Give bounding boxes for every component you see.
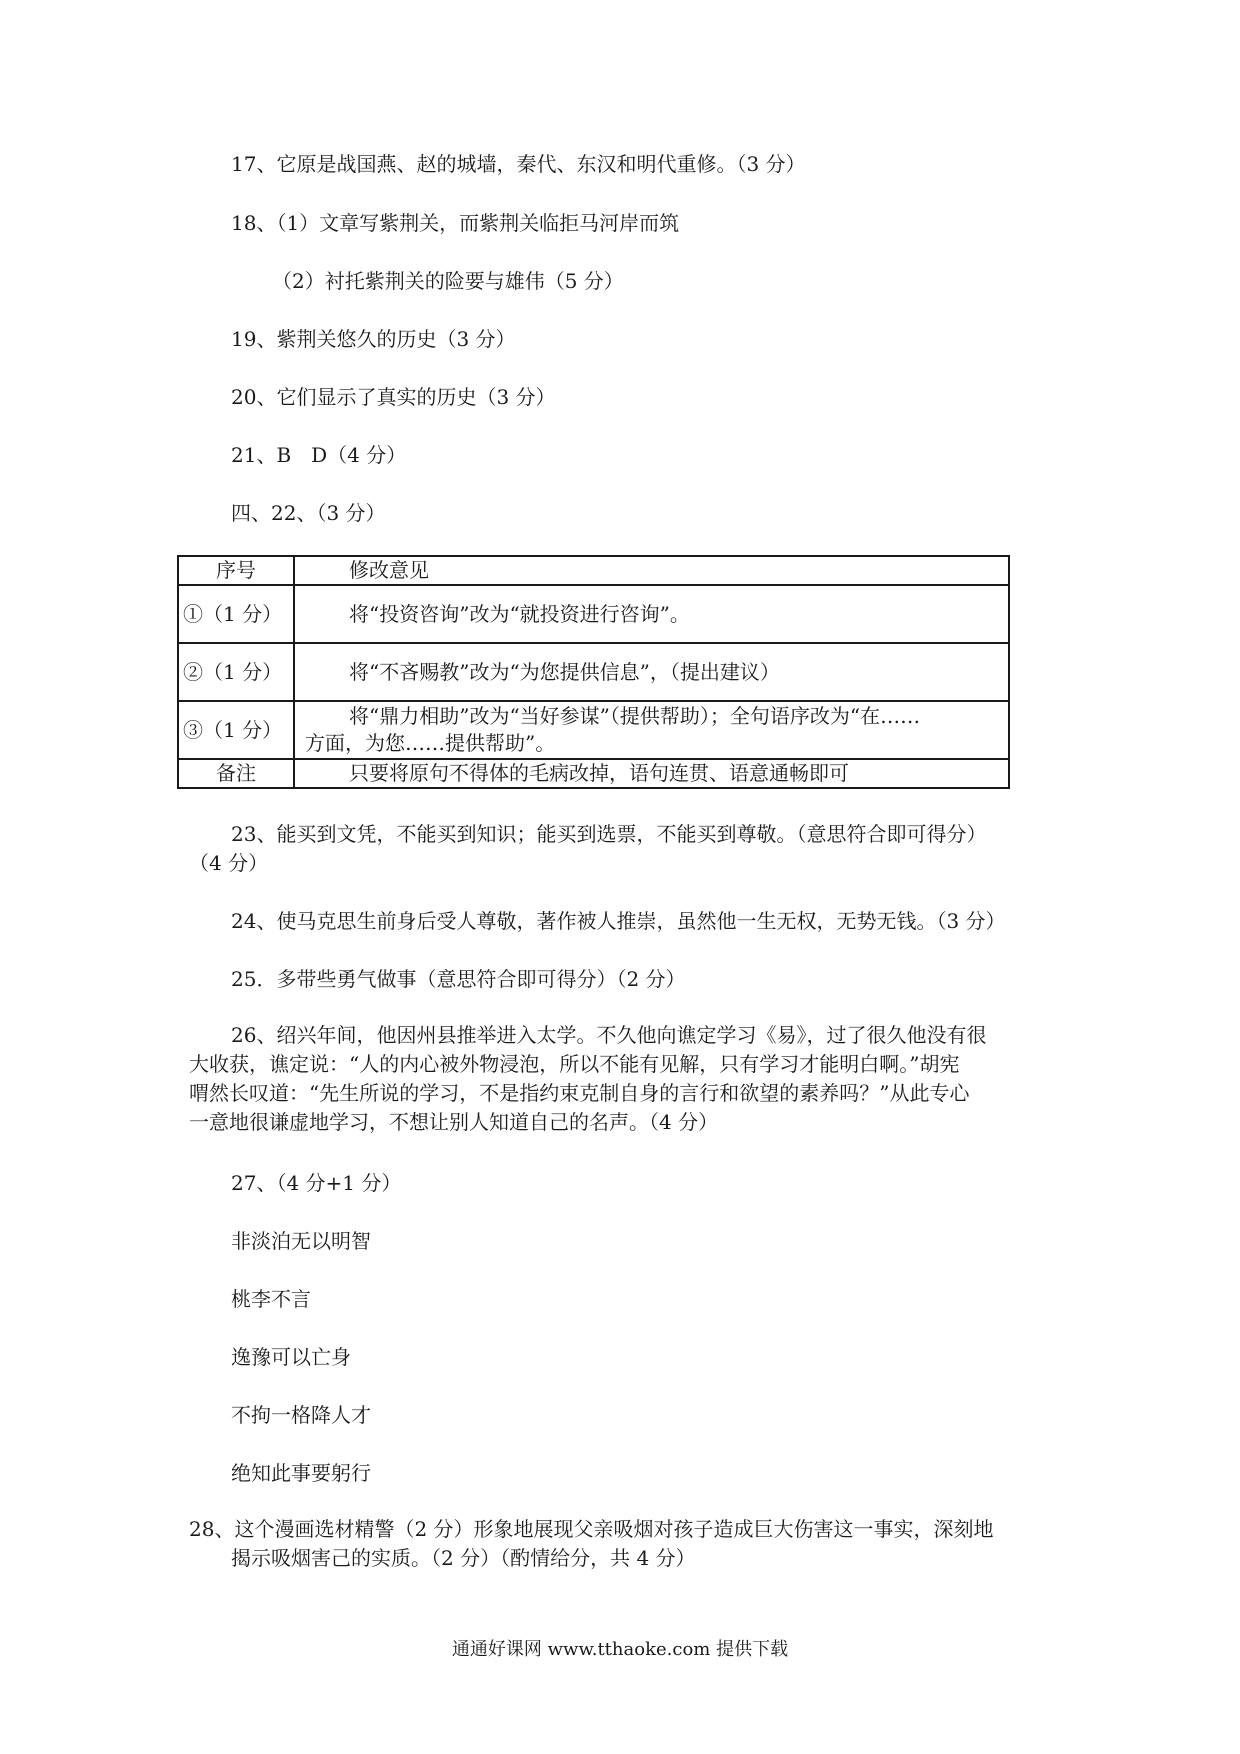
answer-20: 20、它们显示了真实的历史（3 分） <box>231 385 556 409</box>
answer-26-line-4: 一意地很谦虚地学习，不想让别人知道自己的名声。（4 分） <box>189 1110 719 1134</box>
answer-26-line-1: 26、绍兴年间，他因州县推举进入太学。不久他向谯定学习《易》，过了很久他没有很 <box>231 1023 987 1047</box>
table-row <box>178 585 1009 643</box>
table-row-suggestion <box>294 585 1009 643</box>
answer-27-item: 绝知此事要躬行 <box>231 1461 371 1485</box>
answer-18-part-2: （2）衬托紫荆关的险要与雄伟（5 分） <box>272 269 624 293</box>
table-row-suggestion-text-line-2: 方面，为您……提供帮助”。 <box>305 731 556 755</box>
answer-28 <box>189 1515 994 1573</box>
table-header-number: 序号 <box>178 556 294 585</box>
answer-21: 21、B D（4 分） <box>231 443 407 467</box>
answer-24: 24、使马克思生前身后受人尊敬，著作被人推崇，虽然他一生无权，无势无钱。（3 分） <box>231 909 1006 933</box>
table-row-number: ③（1 分） <box>178 701 294 759</box>
answer-17: 17、它原是战国燕、赵的城墙，秦代、东汉和明代重修。（3 分） <box>231 152 806 176</box>
table-row-suggestion-text: 将“投资咨询”改为“就投资进行咨询”。 <box>349 601 690 626</box>
answer-28-line-2: 揭示吸烟害己的实质。（2 分）（酌情给分，共 4 分） <box>231 1546 696 1570</box>
answer-27-item: 不拘一格降人才 <box>231 1403 371 1427</box>
answer-27-item: 桃李不言 <box>231 1287 311 1311</box>
page-footer: 通通好课网 www.tthaoke.com 提供下载 <box>451 1639 789 1660</box>
table-header-suggestion-label: 修改意见 <box>349 558 429 582</box>
table-row <box>178 643 1009 701</box>
answer-23-line-1: 23、能买到文凭，不能买到知识；能买到选票，不能买到尊敬。（意思符合即可得分） <box>231 822 987 846</box>
table-note-text-content: 只要将原句不得体的毛病改掉，语句连贯、语意通畅即可 <box>349 761 849 785</box>
answer-27-item: 非淡泊无以明智 <box>231 1229 371 1253</box>
table-row-suggestion <box>294 701 1009 759</box>
table-row-suggestion-text-line-1: 将“鼎力相助”改为“当好参谋”（提供帮助）；全句语序改为“在…… <box>349 704 921 728</box>
table-row <box>178 701 1009 759</box>
answer-27-item: 逸豫可以亡身 <box>231 1345 351 1369</box>
table-header-row <box>178 556 1009 585</box>
answer-22-heading: 四、22、（3 分） <box>231 501 386 525</box>
answer-26 <box>189 1021 986 1137</box>
table-row-suggestion-text: 将“不吝赐教”改为“为您提供信息”，（提出建议） <box>349 659 780 684</box>
answer-23 <box>189 820 986 878</box>
answer-23-line-2: （4 分） <box>189 851 269 875</box>
answer-26-line-3: 喟然长叹道：“先生所说的学习，不是指约束克制自身的言行和欲望的素养吗？”从此专心 <box>189 1081 970 1105</box>
table-note-label: 备注 <box>178 759 294 788</box>
answer-28-line-1: 28、这个漫画选材精警（2 分）形象地展现父亲吸烟对孩子造成巨大伤害这一事实，深刻地 <box>189 1517 994 1541</box>
answer-27-heading: 27、（4 分+1 分） <box>231 1171 402 1195</box>
answer-19: 19、紫荆关悠久的历史（3 分） <box>231 327 516 351</box>
answer-26-line-2: 大收获，谯定说：“人的内心被外物浸泡，所以不能有见解，只有学习才能明白啊。”胡宪 <box>189 1052 960 1076</box>
table-row-suggestion <box>294 643 1009 701</box>
table-note-text <box>294 759 1009 788</box>
revision-table <box>177 555 1010 789</box>
table-row-number: ②（1 分） <box>178 643 294 701</box>
answer-18-part-1: 18、（1）文章写紫荆关，而紫荆关临拒马河岸而筑 <box>231 211 680 235</box>
table-note-row <box>178 759 1009 788</box>
table-header-suggestion <box>294 556 1009 585</box>
answer-25: 25．多带些勇气做事（意思符合即可得分）（2 分） <box>231 967 686 991</box>
table-row-number: ①（1 分） <box>178 585 294 643</box>
